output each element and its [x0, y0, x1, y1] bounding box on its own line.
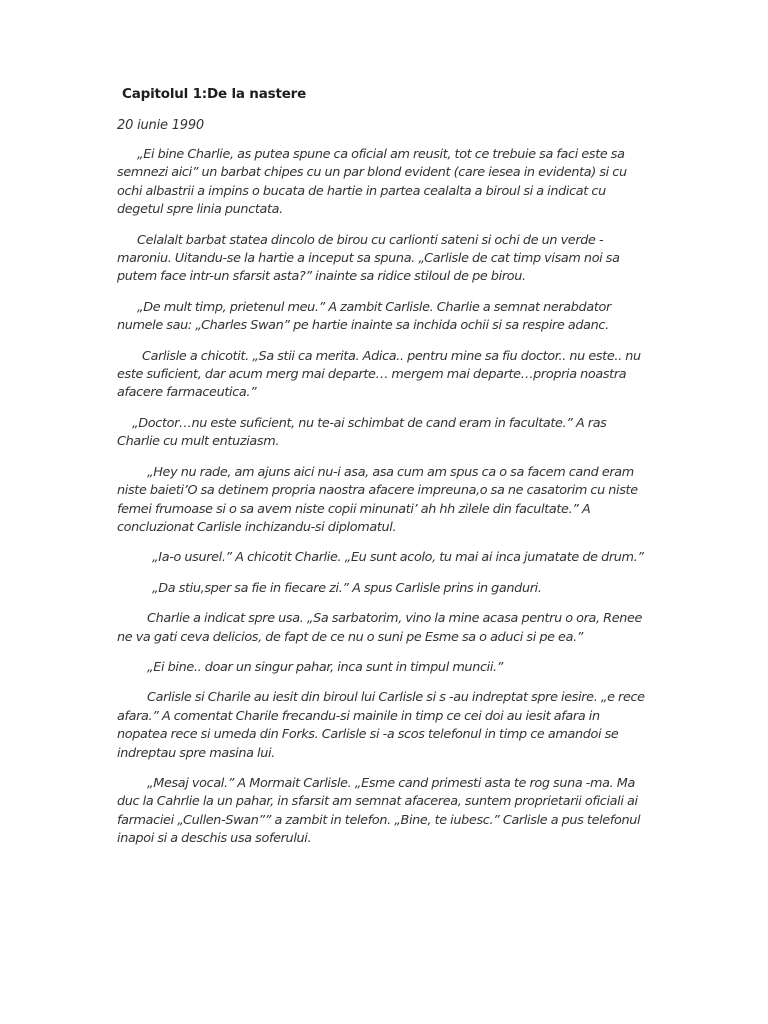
paragraph: Celalalt barbat statea dincolo de birou cu carlionti sateni si ochi de un verde -maroniu. Uitandu-se la hartie a inceput sa spuna. „Carlisle de cat timp visam noi sa putem face intr-un sfarsit asta?” inainte sa ridice stiloul de pe birou. [117, 232, 620, 285]
paragraph: „Ia-o usurel.” A chicotit Charlie. „Eu sunt acolo, tu mai ai inca jumatate de drum.” [152, 550, 644, 566]
paragraph: „Da stiu,sper sa fie in fiecare zi.” A spus Carlisle prins in ganduri. [152, 580, 542, 596]
paragraph: Charlie a indicat spre usa. „Sa sarbatorim, vino la mine acasa pentru o ora, Renee ne va gati ceva delicios, de fapt de ce nu o suni pe Esme sa o aduci si pe ea.” [117, 611, 643, 645]
paragraph: „De mult timp, prietenul meu.” A zambit Carlisle. Charlie a semnat nerabdator numele sau: „Charles Swan” pe hartie inainte sa inchida ochii si sa respire adanc. [117, 299, 611, 334]
paragraph: Carlisle a chicotit. „Sa stii ca merita. Adica.. pentru mine sa fiu doctor.. nu este.. nu este suficient, dar acum merg mai departe… mergem mai departe…propria noastra afacere farmaceutica.” [117, 348, 641, 401]
paragraph: „Ei bine.. doar un singur pahar, inca sunt in timpul muncii.” [147, 659, 504, 675]
paragraph: „Doctor…nu este suficient, nu te-ai schimbat de cand eram in facultate.” A ras Charlie cu mult entuziasm. [117, 415, 607, 450]
paragraph: Carlisle si Charile au iesit din biroul lui Carlisle si s -au indreptat spre iesire. „e rece afara.” A comentat Charile frecandu-si mainile in timp ce cei doi au iesit afara in nopatea rece si umeda din Forks. Carlisle si -a scos telefonul in timp ce amandoi se indreptau spre masina lui. [117, 690, 645, 761]
chapter-date: 20 iunie 1990 [117, 118, 204, 133]
chapter-body [117, 146, 652, 861]
chapter-title: Capitolul 1:De la nastere [122, 86, 307, 102]
paragraph: „Ei bine Charlie, as putea spune ca oficial am reusit, tot ce trebuie sa faci este sa semnezi aici” un barbat chipes cu un par blond evident (care iesea in evidenta) si cu ochi albastrii a impins o bucata de hartie in partea cealalta a biroul si a indicat cu degetul spre linia punctata. [117, 147, 627, 218]
paragraph: „Mesaj vocal.” A Mormait Carlisle. „Esme cand primesti asta te rog suna -ma. Ma duc la Cahrlie la un pahar, in sfarsit am semnat afacerea, suntem proprietarii oficiali ai farmaciei „Cullen-Swan”” a zambit in telefon. „Bine, te iubesc.” Carlisle a pus telefonul inapoi si a deschis usa soferului. [117, 775, 641, 847]
paragraph: „Hey nu rade, am ajuns aici nu-i asa, asa cum am spus ca o sa facem cand eram niste baieti’O sa detinem propria naostra afacere impreuna,o sa ne casatorim cu niste femei frumoase si o sa avem niste copii minunati’ ah hh zilele din facultate.” A concluzionat Carlisle inchizandu-si diplomatul. [117, 464, 638, 535]
